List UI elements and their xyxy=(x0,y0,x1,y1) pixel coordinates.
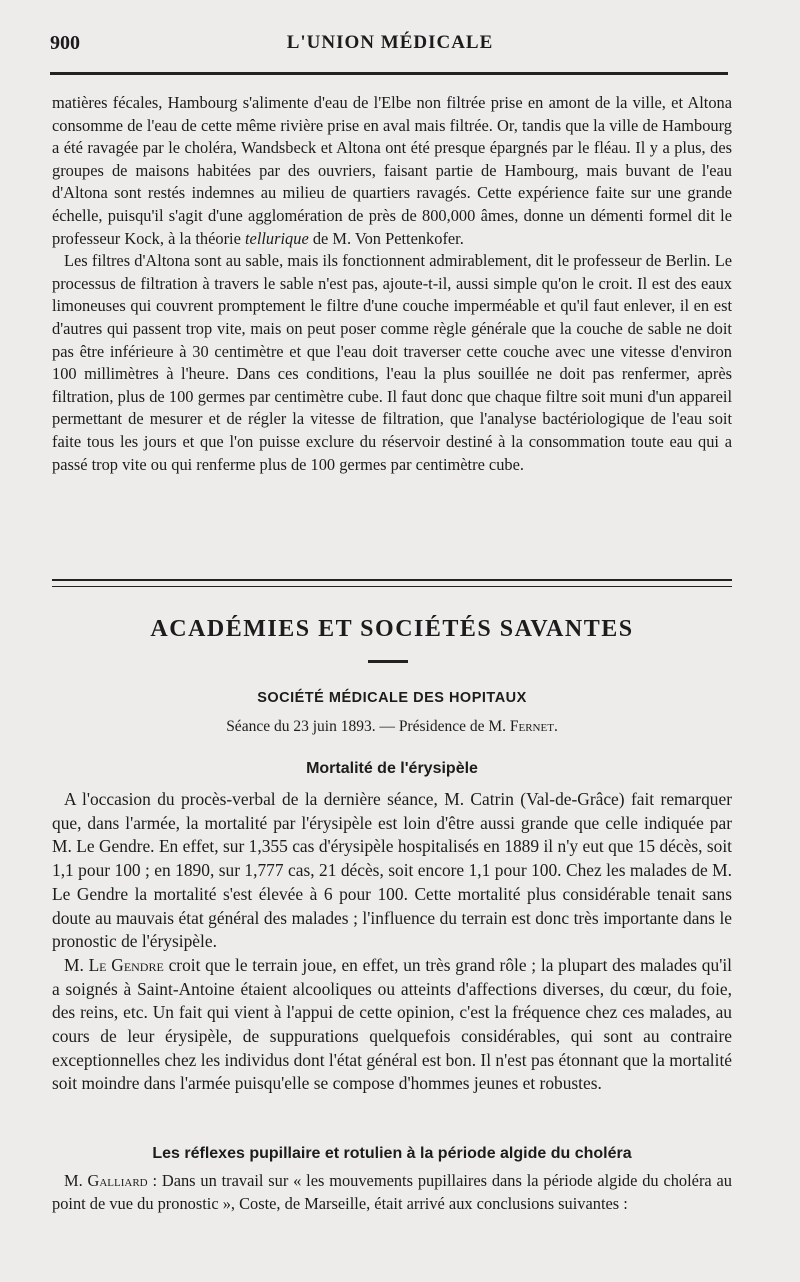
article1-p1-end: de M. Von Pettenkofer. xyxy=(312,228,464,248)
article3-p1-prefix: M. xyxy=(64,1171,83,1190)
article2-p2-text: croit que le terrain joue, en effet, un très grand rôle ; la plupart des malades qu'il a soignés à Saint-Antoine étaient alcooliques ou atteints d'affections diverses, du cœur, du foie, des reins, etc. Un fait qui vient à l'appui de cette opinion, c'est la fréquence chez ces malades, au cours de leur érysipèle, de suppurations quelquefois considérables, qui sont au contraire exceptionnelles chez les individus dont l'état général est bon. Il n'est pas étonnant que la mortalité soit moindre dans l'armée puisqu'elle se compose d'hommes jeunes et robustes. xyxy=(52,954,732,1094)
article1-body xyxy=(52,92,732,476)
section-divider-top xyxy=(52,579,732,581)
seance-president: Fernet xyxy=(509,718,554,735)
article2-paragraph-1: A l'occasion du procès-verbal de la dernière séance, M. Catrin (Val-de-Grâce) fait remarquer que, dans l'armée, la mortalité par l'érysipèle est loin d'être aussi grande que celle indiquée par M. Le Gendre. En effet, sur 1,355 cas d'érysipèle hospitalisés en 1889 il n'y eut que 15 décès, soit 1,1 pour 100 ; en 1890, sur 1,777 cas, 21 décès, soit encore 1,1 pour 100. Chez les malades de M. Le Gendre la mortalité s'est élevée à 6 pour 100. Cette mortalité plus considérable tenait sans doute au mauvais état général des malades ; l'influence du terrain est donc très importante dans le pronostic de l'érysipèle. xyxy=(52,789,732,952)
article2-body xyxy=(52,788,732,1096)
article1-paragraph-1 xyxy=(52,92,732,250)
article2-paragraph-2 xyxy=(52,954,732,1096)
article3-title: Les réflexes pupillaire et rotulien à la période algide du choléra xyxy=(152,1145,632,1162)
article3-body xyxy=(52,1170,732,1215)
article1-p1-text: matières fécales, Hambourg s'alimente d'eau de l'Elbe non filtrée prise en amont de la ville, et Altona consomme de l'eau de cette même rivière prise en aval mais filtrée. Or, tandis que la ville de Hambourg a été ravagée par le choléra, Wandsbeck et Altona ont été presque épargnés par le fléau. Il y a plus, des groupes de maisons habitées par des ouvriers, faisant partie de Hambourg, mais buvant de l'eau d'Altona sont restés indemnes au milieu de quartiers ravagés. Cette expérience faite sur une grande échelle, puisqu'il s'agit d'une agglomération de près de 800,000 âmes, donne un démenti formel dit le professeur Kock, à la théorie xyxy=(52,93,732,248)
section-title: ACADÉMIES ET SOCIÉTÉS SAVANTES xyxy=(150,616,634,642)
article1-p1-italic: tellurique xyxy=(244,228,309,248)
article2-p2-name: Le Gendre xyxy=(88,954,164,975)
seance-line xyxy=(52,718,732,736)
seance-prefix: Séance du 23 juin 1893. — Présidence de M. xyxy=(226,718,506,735)
header-rule xyxy=(50,72,728,75)
society-name: SOCIÉTÉ MÉDICALE DES HOPITAUX xyxy=(257,690,527,706)
section-divider-bottom xyxy=(52,586,732,587)
running-title: L'UNION MÉDICALE xyxy=(286,32,494,53)
section-title-rule xyxy=(368,660,408,663)
page-header xyxy=(50,32,730,66)
seance-suffix: . xyxy=(553,718,558,735)
article3-p1-name: Galliard xyxy=(87,1171,148,1190)
article2-p2-prefix: M. xyxy=(64,954,84,975)
page-number: 900 xyxy=(50,32,80,54)
article2-title: Mortalité de l'érysipèle xyxy=(306,760,478,777)
article3-paragraph-1 xyxy=(52,1170,732,1215)
article3-p1-text: : Dans un travail sur « les mouvements pupillaires dans la période algide du choléra au point de vue du pronostic », Coste, de Marseille, était arrivé aux conclusions suivantes : xyxy=(52,1171,732,1213)
article1-paragraph-2: Les filtres d'Altona sont au sable, mais ils fonctionnent admirablement, dit le professeur de Berlin. Le processus de filtration à travers le sable n'est pas, ajoute-t-il, aussi simple qu'on le croit. Il est des eaux limoneuses qui couvrent promptement le filtre d'une couche imperméable et qu'il faut enlever, il en est d'autres qui passent trop vite, mais on peut poser comme règle générale que la couche de sable ne doit pas être inférieure à 30 centimètre et que l'eau doit traverser cette couche avec une vitesse d'environ 100 millimètres à l'heure. Dans ces conditions, l'eau la plus souillée ne doit pas renfermer, après filtration, plus de 100 germes par centimètre cube. Il faut donc que chaque filtre soit muni d'un appareil permettant de mesurer et de régler la vitesse de filtration, que l'analyse bactériologique de l'eau soit faite tous les jours et que l'on puisse exclure du réservoir destiné à la consommation toute eau qui a passé trop vite ou qui renferme plus de 100 germes par centimètre cube. xyxy=(52,251,732,474)
